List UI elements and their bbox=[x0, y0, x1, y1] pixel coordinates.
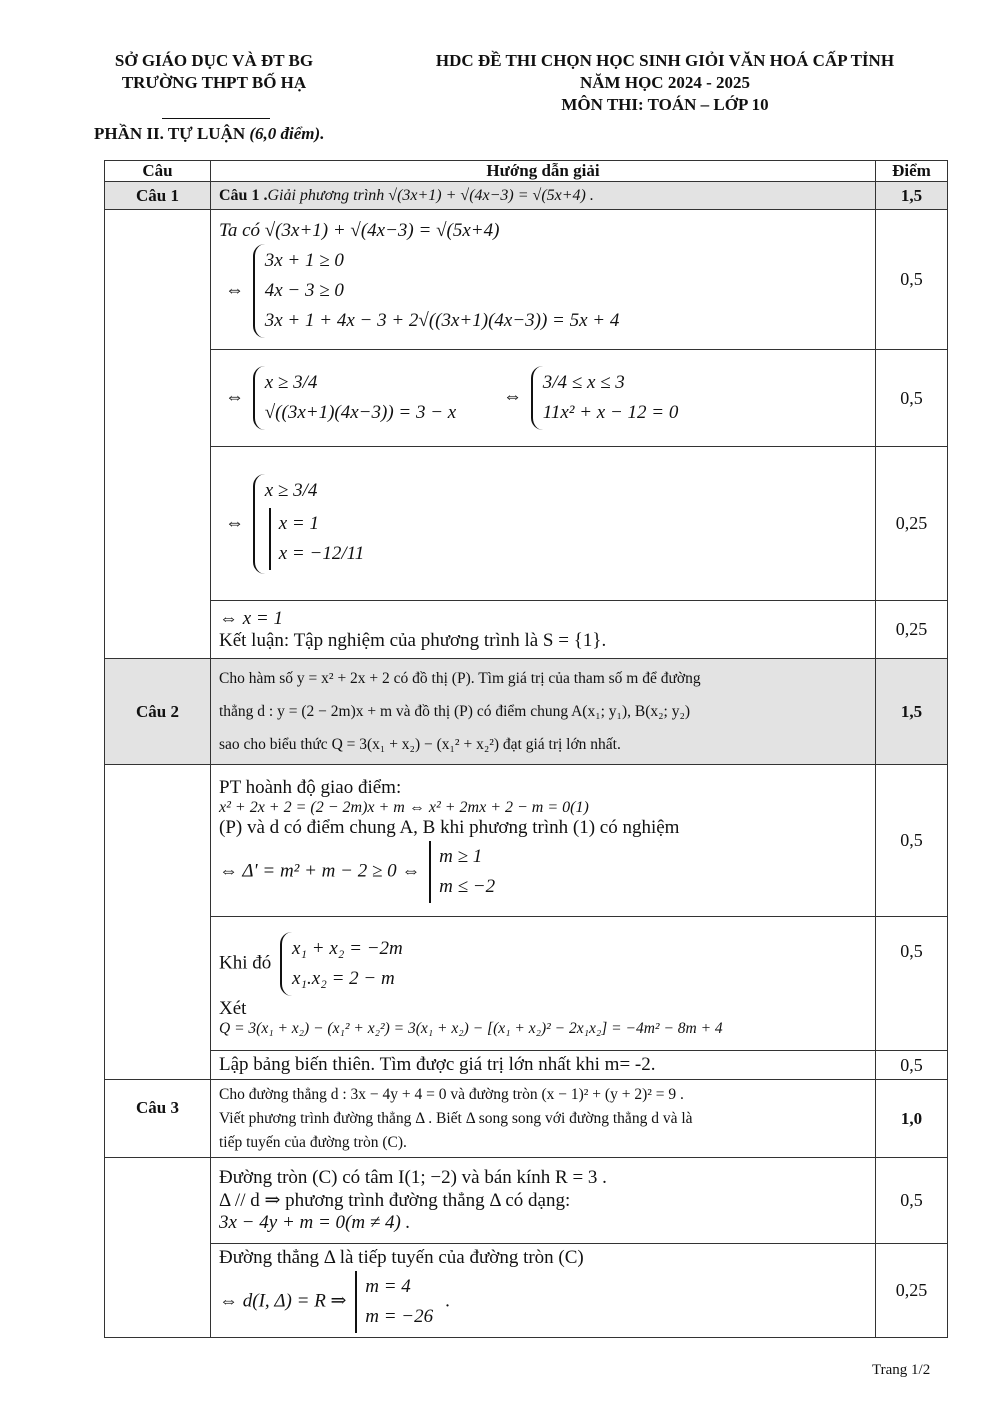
answer-table bbox=[104, 160, 948, 1338]
q1-step-4-content: ⇔ x = 1 Kết luận: Tập nghiệm của phương trình là S = {1}. bbox=[211, 601, 876, 659]
part-title: PHẦN II. TỰ LUẬN (6,0 điểm). bbox=[94, 124, 325, 143]
q2-step-2-points: 0,5 bbox=[876, 917, 948, 1051]
q2-step-3-content: Lập bảng biến thiên. Tìm được giá trị lớn nhất khi m= -2. bbox=[211, 1051, 876, 1080]
q3-step-2-points: 0,25 bbox=[876, 1244, 948, 1338]
q1-step-3-points: 0,25 bbox=[876, 447, 948, 601]
part-points: (6,0 điểm). bbox=[249, 124, 325, 143]
q1-step-1-points: 0,5 bbox=[876, 210, 948, 350]
q1-step-1 bbox=[105, 210, 948, 350]
question-1-points: 1,5 bbox=[876, 182, 948, 210]
q3-step-1-content: Đường tròn (C) có tâm I(1; −2) và bán kính R = 3 . Δ // d ⇒ phương trình đường thẳng Δ có dạng: 3x − 4y + m = 0(m ≠ 4) . bbox=[211, 1158, 876, 1244]
q3-step-2 bbox=[105, 1244, 948, 1338]
question-3-row bbox=[105, 1080, 948, 1158]
question-3-prompt: Cho đường thẳng d : 3x − 4y + 4 = 0 và đường tròn (x − 1)² + (y + 2)² = 9 . Viết phương trình đường thẳng Δ . Biết Δ song song với đường thẳng d và là tiếp tuyến của đường tròn (C). bbox=[211, 1080, 876, 1158]
q1-step-2 bbox=[105, 350, 948, 447]
q1-step-2-content: ⇔ x ≥ 3/4 √((3x+1)(4x−3)) = 3 − x ⇔ 3/4 ≤ x ≤ 3 11x² + x − 12 = 0 bbox=[211, 350, 876, 447]
exam-title: HDC ĐỀ THI CHỌN HỌC SINH GIỎI VĂN HOÁ CẤP TỈNH bbox=[435, 51, 895, 70]
q2-step-2-content: Khi đó x₁ + x₂ = −2m x₁.x₂ = 2 − m Xét Q = 3(x₁ + x₂) − (x₁² + x₂²) = 3(x₁ + x₂) − [(x₁ + x₂)² − 2x₁x₂] = −4m² − 8m + 4 bbox=[211, 917, 876, 1051]
school-name: TRƯỜNG THPT BỐ HẠ bbox=[121, 73, 307, 92]
q2-step-2 bbox=[105, 917, 948, 1051]
q1-step-4-points: 0,25 bbox=[876, 601, 948, 659]
school-header bbox=[88, 50, 340, 94]
q1-step-3-content: ⇔ x ≥ 3/4 x = 1 x = −12/11 bbox=[211, 447, 876, 601]
q1-step-2-points: 0,5 bbox=[876, 350, 948, 447]
col-cau-header: Câu bbox=[105, 161, 211, 182]
q2-step-1 bbox=[105, 765, 948, 917]
question-2-prompt: Cho hàm số y = x² + 2x + 2 có đồ thị (P). Tìm giá trị của tham số m để đường thẳng d : y = (2 − 2m)x + m và đồ thị (P) có điểm chung A(x₁; y₁), B(x₂; y₂) sao cho biểu thức Q = 3(x₁ + x₂) − (x₁² + x₂²) đạt giá trị lớn nhất. bbox=[211, 659, 876, 765]
school-year: NĂM HỌC 2024 - 2025 bbox=[580, 73, 750, 92]
q3-step-1-points: 0,5 bbox=[876, 1158, 948, 1244]
q1-step-1-content: Ta có √(3x+1) + √(4x−3) = √(5x+4) ⇔ 3x + 1 ≥ 0 4x − 3 ≥ 0 3x + 1 + 4x − 3 + 2√((3x+1)(4x−3)) = 5x + 4 bbox=[211, 210, 876, 350]
question-1-label: Câu 1 bbox=[105, 182, 211, 210]
q2-step-3-points: 0,5 bbox=[876, 1051, 948, 1080]
department-name: SỞ GIÁO DỤC VÀ ĐT BG bbox=[114, 51, 314, 70]
question-1-prompt: Câu 1 .Giải phương trình √(3x+1) + √(4x−3) = √(5x+4) . bbox=[211, 182, 876, 210]
page-number: Trang 1/2 bbox=[872, 1362, 931, 1378]
question-3-points: 1,0 bbox=[876, 1080, 948, 1158]
q1-system-1: 3x + 1 ≥ 0 4x − 3 ≥ 0 3x + 1 + 4x − 3 + 2√((3x+1)(4x−3)) = 5x + 4 bbox=[253, 244, 630, 338]
q2-step-1-points: 0,5 bbox=[876, 765, 948, 917]
q3-step-1 bbox=[105, 1158, 948, 1244]
question-1-row bbox=[105, 182, 948, 210]
question-2-row bbox=[105, 659, 948, 765]
q3-step-2-content: Đường thẳng Δ là tiếp tuyến của đường tròn (C) ⇔ d(I, Δ) = R ⇒ m = 4 m = −26 . bbox=[211, 1244, 876, 1338]
question-3-label: Câu 3 bbox=[105, 1080, 211, 1158]
table-header-row bbox=[105, 161, 948, 182]
q1-step-4 bbox=[105, 601, 948, 659]
question-2-label: Câu 2 bbox=[105, 659, 211, 765]
q2-step-3 bbox=[105, 1051, 948, 1080]
question-2-points: 1,5 bbox=[876, 659, 948, 765]
header-divider bbox=[162, 118, 270, 119]
col-guide-header: Hướng dẫn giải bbox=[211, 161, 876, 182]
q1-step-3 bbox=[105, 447, 948, 601]
subject: MÔN THI: TOÁN – LỚP 10 bbox=[561, 95, 769, 114]
q2-step-1-content: PT hoành độ giao điểm: x² + 2x + 2 = (2 − 2m)x + m ⇔ x² + 2mx + 2 − m = 0(1) (P) và d có điểm chung A, B khi phương trình (1) có nghiệm ⇔ Δ' = m² + m − 2 ≥ 0 ⇔ m ≥ 1 m ≤ −2 bbox=[211, 765, 876, 917]
exam-header bbox=[390, 50, 940, 116]
col-points-header: Điểm bbox=[876, 161, 948, 182]
